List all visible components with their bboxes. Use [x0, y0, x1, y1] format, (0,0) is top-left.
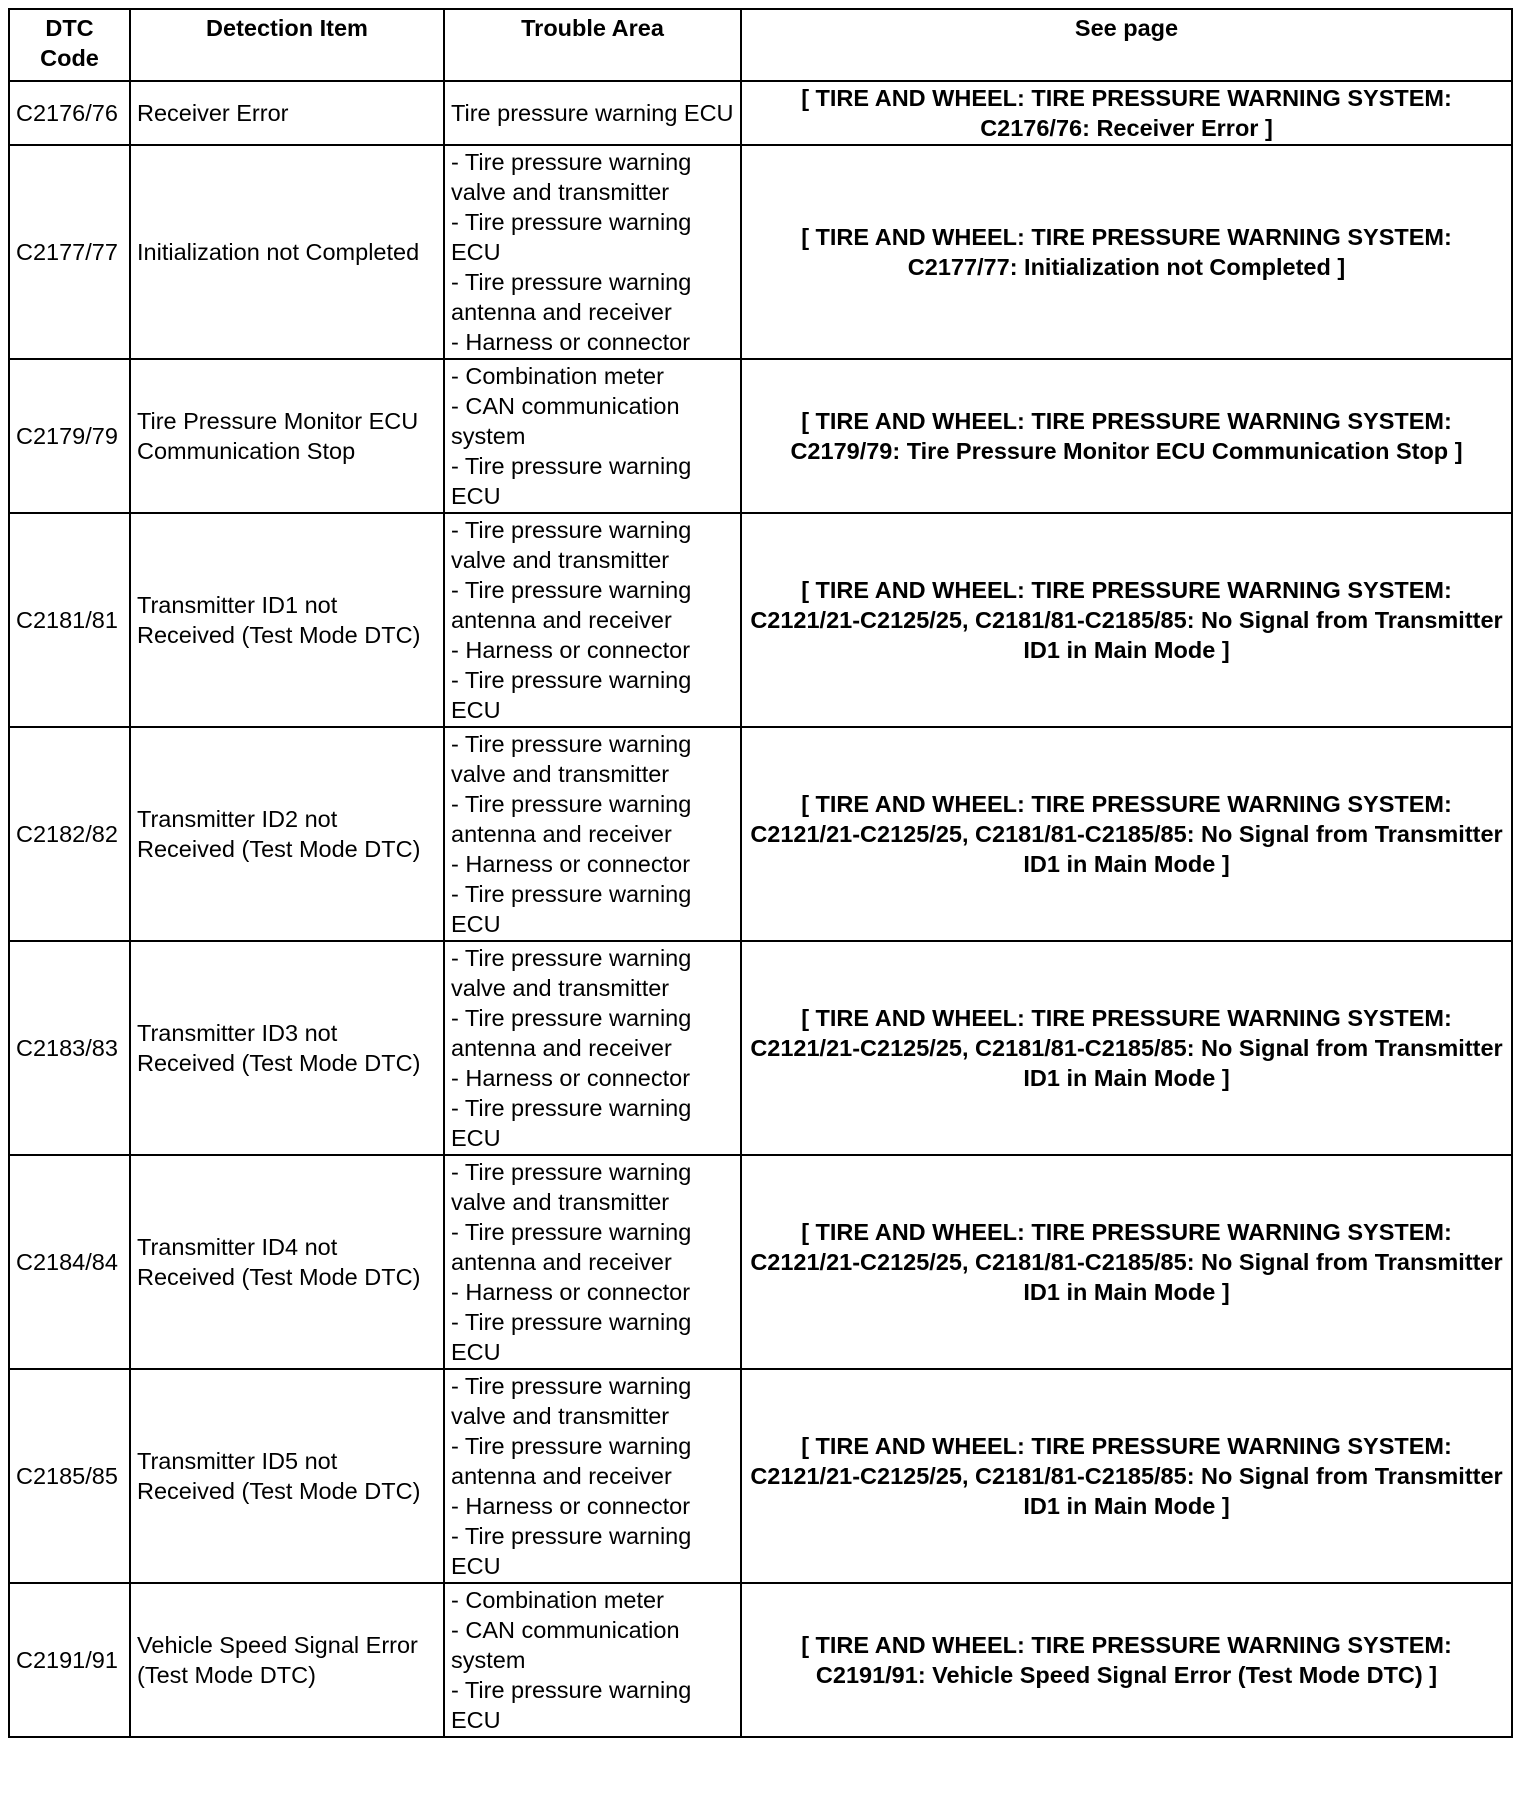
dtc-code-cell: C2185/85: [9, 1369, 130, 1583]
dtc-code-cell: C2176/76: [9, 81, 130, 145]
detection-item-cell: Tire Pressure Monitor ECU Communication Stop: [130, 359, 444, 513]
dtc-table: [8, 8, 1513, 1738]
trouble-area-cell: [444, 145, 741, 359]
header-trouble-area: Trouble Area: [444, 9, 741, 81]
trouble-area-line: - Harness or connector: [451, 329, 691, 355]
trouble-area-line: - Tire pressure warning ECU: [451, 881, 692, 937]
trouble-area-line: - Tire pressure warning antenna and receiver: [451, 1433, 692, 1489]
see-page-link[interactable]: [ TIRE AND WHEEL: TIRE PRESSURE WARNING SYSTEM: C2121/21-C2125/25, C2181/81-C2185/85: No Signal from Transmitter ID1 in Main Mode ]: [741, 1369, 1512, 1583]
see-page-link[interactable]: [ TIRE AND WHEEL: TIRE PRESSURE WARNING SYSTEM: C2121/21-C2125/25, C2181/81-C2185/85: No Signal from Transmitter ID1 in Main Mode ]: [741, 941, 1512, 1155]
trouble-area-line: - Tire pressure warning antenna and receiver: [451, 577, 692, 633]
table-row: [9, 727, 1512, 941]
detection-item-cell: Transmitter ID2 not Received (Test Mode DTC): [130, 727, 444, 941]
trouble-area-cell: [444, 359, 741, 513]
trouble-area-line: - Tire pressure warning antenna and receiver: [451, 1005, 692, 1061]
dtc-code-cell: C2183/83: [9, 941, 130, 1155]
dtc-code-cell: C2179/79: [9, 359, 130, 513]
header-see-page: See page: [741, 9, 1512, 81]
header-detection-item: Detection Item: [130, 9, 444, 81]
table-body: [9, 81, 1512, 1737]
table-row: [9, 941, 1512, 1155]
see-page-link[interactable]: [ TIRE AND WHEEL: TIRE PRESSURE WARNING SYSTEM: C2121/21-C2125/25, C2181/81-C2185/85: No Signal from Transmitter ID1 in Main Mode ]: [741, 1155, 1512, 1369]
see-page-link[interactable]: [ TIRE AND WHEEL: TIRE PRESSURE WARNING SYSTEM: C2176/76: Receiver Error ]: [741, 81, 1512, 145]
detection-item-cell: Initialization not Completed: [130, 145, 444, 359]
dtc-code-cell: C2181/81: [9, 513, 130, 727]
see-page-link[interactable]: [ TIRE AND WHEEL: TIRE PRESSURE WARNING SYSTEM: C2177/77: Initialization not Completed ]: [741, 145, 1512, 359]
dtc-code-cell: C2191/91: [9, 1583, 130, 1737]
trouble-area-line: - Tire pressure warning ECU: [451, 1095, 692, 1151]
trouble-area-line: - CAN communication system: [451, 393, 680, 449]
table-row: [9, 1369, 1512, 1583]
trouble-area-line: - Tire pressure warning ECU: [451, 209, 692, 265]
detection-item-cell: Receiver Error: [130, 81, 444, 145]
table-row: [9, 359, 1512, 513]
trouble-area-cell: [444, 1583, 741, 1737]
trouble-area-line: - Combination meter: [451, 1587, 664, 1613]
detection-item-cell: Transmitter ID5 not Received (Test Mode DTC): [130, 1369, 444, 1583]
see-page-link[interactable]: [ TIRE AND WHEEL: TIRE PRESSURE WARNING SYSTEM: C2179/79: Tire Pressure Monitor ECU Communication Stop ]: [741, 359, 1512, 513]
trouble-area-line: Tire pressure warning ECU: [451, 100, 734, 126]
trouble-area-line: - Harness or connector: [451, 851, 691, 877]
trouble-area-line: - Tire pressure warning valve and transmitter: [451, 1159, 692, 1215]
trouble-area-line: - Tire pressure warning ECU: [451, 667, 692, 723]
trouble-area-cell: [444, 941, 741, 1155]
table-row: [9, 1583, 1512, 1737]
dtc-code-cell: C2184/84: [9, 1155, 130, 1369]
table-row: [9, 1155, 1512, 1369]
trouble-area-line: - Tire pressure warning ECU: [451, 453, 692, 509]
dtc-code-cell: C2182/82: [9, 727, 130, 941]
see-page-link[interactable]: [ TIRE AND WHEEL: TIRE PRESSURE WARNING SYSTEM: C2191/91: Vehicle Speed Signal Error (Test Mode DTC) ]: [741, 1583, 1512, 1737]
trouble-area-cell: [444, 81, 741, 145]
trouble-area-line: - Harness or connector: [451, 1065, 691, 1091]
trouble-area-cell: [444, 727, 741, 941]
trouble-area-line: - Tire pressure warning antenna and receiver: [451, 269, 692, 325]
table-row: [9, 81, 1512, 145]
trouble-area-line: - Tire pressure warning valve and transmitter: [451, 149, 692, 205]
trouble-area-line: - Tire pressure warning valve and transmitter: [451, 731, 692, 787]
trouble-area-line: - Tire pressure warning valve and transmitter: [451, 1373, 692, 1429]
trouble-area-line: - Harness or connector: [451, 1493, 691, 1519]
trouble-area-line: - Tire pressure warning ECU: [451, 1677, 692, 1733]
see-page-link[interactable]: [ TIRE AND WHEEL: TIRE PRESSURE WARNING SYSTEM: C2121/21-C2125/25, C2181/81-C2185/85: No Signal from Transmitter ID1 in Main Mode ]: [741, 513, 1512, 727]
trouble-area-line: - Tire pressure warning ECU: [451, 1309, 692, 1365]
see-page-link[interactable]: [ TIRE AND WHEEL: TIRE PRESSURE WARNING SYSTEM: C2121/21-C2125/25, C2181/81-C2185/85: No Signal from Transmitter ID1 in Main Mode ]: [741, 727, 1512, 941]
detection-item-cell: Transmitter ID4 not Received (Test Mode DTC): [130, 1155, 444, 1369]
trouble-area-line: - Tire pressure warning antenna and receiver: [451, 791, 692, 847]
trouble-area-cell: [444, 513, 741, 727]
trouble-area-line: - Harness or connector: [451, 637, 691, 663]
table-header-row: [9, 9, 1512, 81]
trouble-area-line: - Tire pressure warning valve and transmitter: [451, 517, 692, 573]
trouble-area-line: - CAN communication system: [451, 1617, 680, 1673]
detection-item-cell: Transmitter ID3 not Received (Test Mode DTC): [130, 941, 444, 1155]
trouble-area-cell: [444, 1369, 741, 1583]
detection-item-cell: Vehicle Speed Signal Error (Test Mode DTC): [130, 1583, 444, 1737]
trouble-area-line: - Tire pressure warning valve and transmitter: [451, 945, 692, 1001]
header-dtc-code: DTC Code: [9, 9, 130, 81]
dtc-code-cell: C2177/77: [9, 145, 130, 359]
table-row: [9, 145, 1512, 359]
trouble-area-line: - Tire pressure warning ECU: [451, 1523, 692, 1579]
trouble-area-cell: [444, 1155, 741, 1369]
table-row: [9, 513, 1512, 727]
trouble-area-line: - Tire pressure warning antenna and receiver: [451, 1219, 692, 1275]
trouble-area-line: - Harness or connector: [451, 1279, 691, 1305]
detection-item-cell: Transmitter ID1 not Received (Test Mode DTC): [130, 513, 444, 727]
trouble-area-line: - Combination meter: [451, 363, 664, 389]
